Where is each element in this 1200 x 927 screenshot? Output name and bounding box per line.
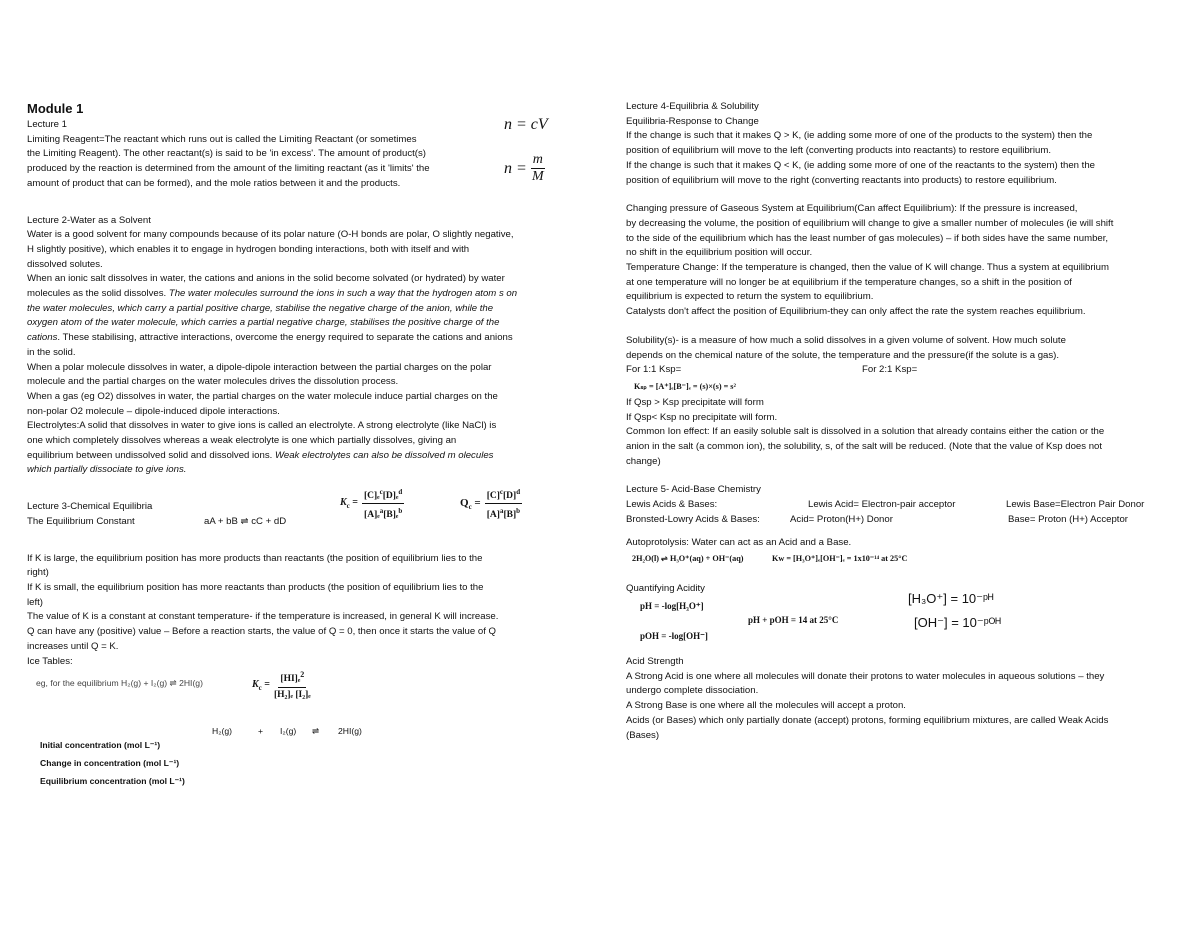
lecture3-line: increases until Q = K. [27,640,119,652]
kc-fraction [362,485,404,522]
qc-denominator: $[A]^a[B]^b$ [486,507,521,521]
fraction-denominator: M [532,169,544,184]
lecture2-line: non-polar O2 molecule – dipole-induced dipole interactions. [27,405,280,417]
poh-formula: pOH = -log[OH⁻] [640,630,708,641]
lecture3-line: left) [27,596,43,608]
text-span: equilibrium between undissolved solid and dissolved ions. [27,449,275,461]
lecture3-line: Q can have any (positive) value – Before a reaction starts, the value of Q = 0, then once it starts the value of Q [27,626,497,638]
ice-row-change: Change in concentration (mol L⁻¹) [40,758,180,768]
lecture4-line: no shift in the equilibrium position will occur. [626,247,813,259]
lecture4-line: change) [626,455,661,467]
lecture4-line: anion in the salt (a common ion), the solubility, s, of the salt will be reduced. (Note that the value of Ksp does not [626,441,1103,453]
ice-row-equilibrium: Equilibrium concentration (mol L⁻¹) [40,776,185,786]
ice-header-h2: H₂(g) [212,726,233,736]
qc-subscript: c [468,502,472,511]
lecture4-line: Common Ion effect: If an easily soluble salt is dissolved in a solution that already contains either the cation or the [626,426,1105,438]
kc-subscript: c [346,502,350,511]
lecture3-line: If K is small, the equilibrium position has more reactants than products (the position of equilibrium lies to the [27,581,484,593]
italic-span: cations [27,332,58,344]
lecture4-line: at one temperature will no longer be at equilibrium if the temperature changes, so a shift in the position of [626,276,1072,288]
lecture5-heading: Lecture 5- Acid-Base Chemistry [626,484,761,496]
acid-strength-line: (Bases) [626,729,660,741]
ice-header-row [212,724,362,739]
left-column [27,100,582,669]
lecture4-line: position of equilibrium will move to the right (converting reactants into products) to restore equilibrium. [626,174,1057,186]
formula-n-eq: n = [504,159,527,177]
lecture2-line: When a polar molecule dissolves in water, a dipole-dipole interaction between the partial charges on the polar [27,361,492,373]
italic-span: the water molecules, which carry a partial positive charge, stabilise the negative charge of the anion, while the [27,302,494,314]
kc-denominator: [A]ₑ$^a$[B]ₑ$^b$ [364,507,403,521]
lecture3-heading: Lecture 3-Chemical Equilibria [27,501,153,513]
lecture2-line: Water is a good solvent for many compounds because of its polar nature (O-H bonds are polar, O slightly negative, [27,229,514,241]
lecture4-line: position of equilibrium will move to the left (converting products into reactants) to restore equilibrium. [626,145,1051,157]
lecture1-line: amount of product that can be formed), and the mole ratios between it and the products. [27,177,401,189]
lecture2-line: molecule and the partial charges on the water molecules drives the dissolution process. [27,376,399,388]
acid-strength-heading: Acid Strength [626,655,684,667]
acid-strength-line: A Strong Base is one where all the molecules will accept a proton. [626,700,906,712]
lecture2-line [27,302,582,317]
kc-hi-symbol: $K_c$ = [252,678,270,692]
text-span: molecules as the solid dissolves. [27,288,169,300]
qc-letter: Q [460,496,469,509]
ksp-row [626,363,1181,378]
oh-formula: [OH⁻] = 10⁻ᵖᴼᴴ [914,614,1001,630]
lecture1-line: the Limiting Reagent). The other reactant(s) is said to be 'in excess'. The amount of product(s) [27,148,426,160]
quantifying-acidity-heading: Quantifying Acidity [626,583,705,595]
lecture2-line: in the solid. [27,346,76,358]
right-column [626,100,1181,743]
ice-header-i2: I₂(g) [280,726,297,736]
lecture3-line: The value of K is a constant at constant temperature- if the temperature is increased, in general K will increase. [27,611,499,623]
kc-hi-denominator: [H₂]ₑ [I₂]ₑ [273,690,311,701]
lecture2-line [27,287,582,302]
lecture1-line: produced by the reaction is determined from the amount of the limiting reactant (as it 'limits' the [27,163,430,175]
kc-numerator: [C]ₑ$^c$[D]ₑ$^d$ [362,485,404,504]
lecture4-line: If Qsp > Ksp precipitate will form [626,396,764,408]
lecture2-line: one which completely dissolves whereas a weak electrolyte is one which partially dissolves, giving an [27,435,457,447]
kc-symbol: $K_c$ = [340,497,358,511]
lewis-acid: Lewis Acid= Electron-pair acceptor [808,499,956,511]
autoprotolysis-line: Autoprotolysis: Water can act as an Acid and a Base. [626,536,852,548]
ice-row-initial: Initial concentration (mol L⁻¹) [40,740,161,750]
lecture4-line: If the change is such that it makes Q > K, (ie adding some more of one of the products to the system) then the [626,130,1093,142]
ice-header-hi: 2HI(g) [338,726,362,736]
lecture3-line: If K is large, the equilibrium position has more products than reactants (the position of equilibrium lies to the [27,552,483,564]
kc-hi-numerator: [HI]ₑ$^2$ [278,667,306,688]
lecture4-line: Catalysts don't affect the position of Equilibrium-they can only affect the rate the system reaches equilibrium. [626,306,1086,318]
module-title: Module 1 [27,101,84,116]
acid-strength-line: Acids (or Bases) which only partially donate (accept) protons, forming equilibrium mixtures, are called Weak Acids [626,714,1109,726]
lecture1-heading: Lecture 1 [27,119,68,130]
lecture4-line: equilibrium is expected to return the system to equilibrium. [626,291,874,303]
qc-expression [460,485,522,522]
bronsted-acid: Acid= Proton(H+) Donor [790,513,893,525]
ksp-formula: Kₛₚ = [A⁺]ₑ[B⁻]ₑ = (s)×(s) = s² [634,381,736,391]
fraction-numerator: m [532,152,543,167]
lecture2-heading: Lecture 2-Water as a Solvent [27,214,151,226]
lecture2-line: When a gas (eg O2) dissolves in water, the partial charges on the water molecule induce partial charges on the [27,390,498,402]
ksp-for-2-1: For 2:1 Ksp= [862,364,918,376]
lecture4-line: Temperature Change: If the temperature is changed, then the value of K will change. Thus a system at equilibrium [626,262,1109,274]
reaction-equation: aA + bB ⇌ cC + dD [204,515,287,527]
bronsted-base: Base= Proton (H+) Acceptor [1008,513,1128,525]
formula-n-m-over-M [504,152,545,185]
lecture2-line: When an ionic salt dissolves in water, the cations and anions in the solid become solvated (or hydrated) by water [27,273,505,285]
lecture4-line: to the side of the equilibrium which has the least number of gas molecules) – if both sides have the same number, [626,232,1109,244]
qc-numerator: $[C]^c[D]^d$ [485,485,522,504]
formula-fraction [531,152,545,185]
ice-tables-label: Ice Tables: [27,655,73,667]
lecture2-line [27,331,582,346]
text-span: . These stabilising, attractive interactions, overcome the energy required to separate the cations and anions [57,332,513,344]
acid-strength-line: undergo complete dissociation. [626,685,759,697]
bronsted-row [626,513,1181,528]
italic-span: which partially dissociate to give ions. [27,464,187,476]
lecture3-line: right) [27,567,49,579]
ice-header-plus: + [258,726,264,736]
formula-n-cv: n = cV [504,116,548,133]
lecture4-line: Changing pressure of Gaseous System at Equilibrium(Can affect Equilibrium): If the pressure is increased, [626,203,1078,215]
acid-strength-line: A Strong Acid is one where all molecules will donate their protons to water molecules in aqueous solutions – they [626,670,1105,682]
lecture4-line: depends on the chemical nature of the solute, the temperature and the pressure(if the solute is a gas). [626,349,1060,361]
qc-symbol: $Q_c$ = [460,496,481,511]
italic-span: Weak electrolytes can also be dissolved m olecules [275,449,494,461]
lecture4-subheading: Equilibria-Response to Change [626,115,759,127]
lecture2-line [27,449,582,464]
kc-letter: K [340,497,347,509]
lecture2-line: dissolved solutes. [27,258,103,270]
autoprotolysis-equations [626,550,1181,568]
lewis-row [626,498,1181,513]
lecture2-line: H slightly positive), which enables it to engage in hydrogen bonding interactions, both with itself and with [27,243,470,255]
lecture4-line: by decreasing the volume, the position of equilibrium will change to give a smaller number of molecules (ie will shift [626,217,1114,229]
ph-poh-sum: pH + pOH = 14 at 25°C [748,614,839,625]
kc-hi-expression [252,667,311,703]
acidity-formulas [626,590,1181,647]
lecture4-line: If the change is such that it makes Q < K, (ie adding some more of one of the reactants to the system) then the [626,159,1096,171]
lecture2-line [27,463,582,478]
lecture2-line: Electrolytes:A solid that dissolves in water to give ions is called an electrolyte. A strong electrolyte (like NaCl) is [27,420,497,432]
ksp-for-1-1: For 1:1 Ksp= [626,364,682,376]
ph-formula: pH = -log[H₃O⁺] [640,600,704,611]
ice-header-arrow: ⇌ [312,726,320,736]
lecture1-line: Limiting Reagent=The reactant which runs out is called the Limiting Reactant (or sometimes [27,133,417,145]
lecture4-line: If Qsp< Ksp no precipitate will form. [626,411,778,423]
bronsted-label: Bronsted-Lowry Acids & Bases: [626,513,760,525]
lecture3-subheading: The Equilibrium Constant [27,515,135,527]
lecture2-line [27,316,582,331]
ice-example-text: eg, for the equilibrium H₂(g) + I₂(g) ⇌ 2HI(g) [36,678,203,688]
kw-eq: Kw = [H₃O⁺]ₑ[OH⁻]ₑ = 1x10⁻¹⁴ at 25°C [772,554,908,564]
kc-expression [340,485,404,522]
kc-hi-fraction [274,667,311,703]
autoprotolysis-eq: 2H₂O(l) ⇌ H₃O⁺(aq) + OH⁻(aq) [632,554,744,564]
h3o-formula: [H₃O⁺] = 10⁻ᵖᴴ [908,590,994,606]
lecture4-heading: Lecture 4-Equilibria & Solubility [626,101,759,112]
lewis-label: Lewis Acids & Bases: [626,499,718,511]
italic-span: oxygen atom of the water molecule, which carries a partial negative charge, stabilises the positive charge of the [27,317,500,329]
italic-span: The water molecules surround the ions in such a way that the hydrogen atom s on [168,288,518,300]
lecture4-line: Solubility(s)- is a measure of how much a solid dissolves in a given volume of solvent. How much solute [626,334,1066,346]
lewis-base: Lewis Base=Electron Pair Donor [1006,499,1145,511]
qc-fraction [485,485,522,522]
